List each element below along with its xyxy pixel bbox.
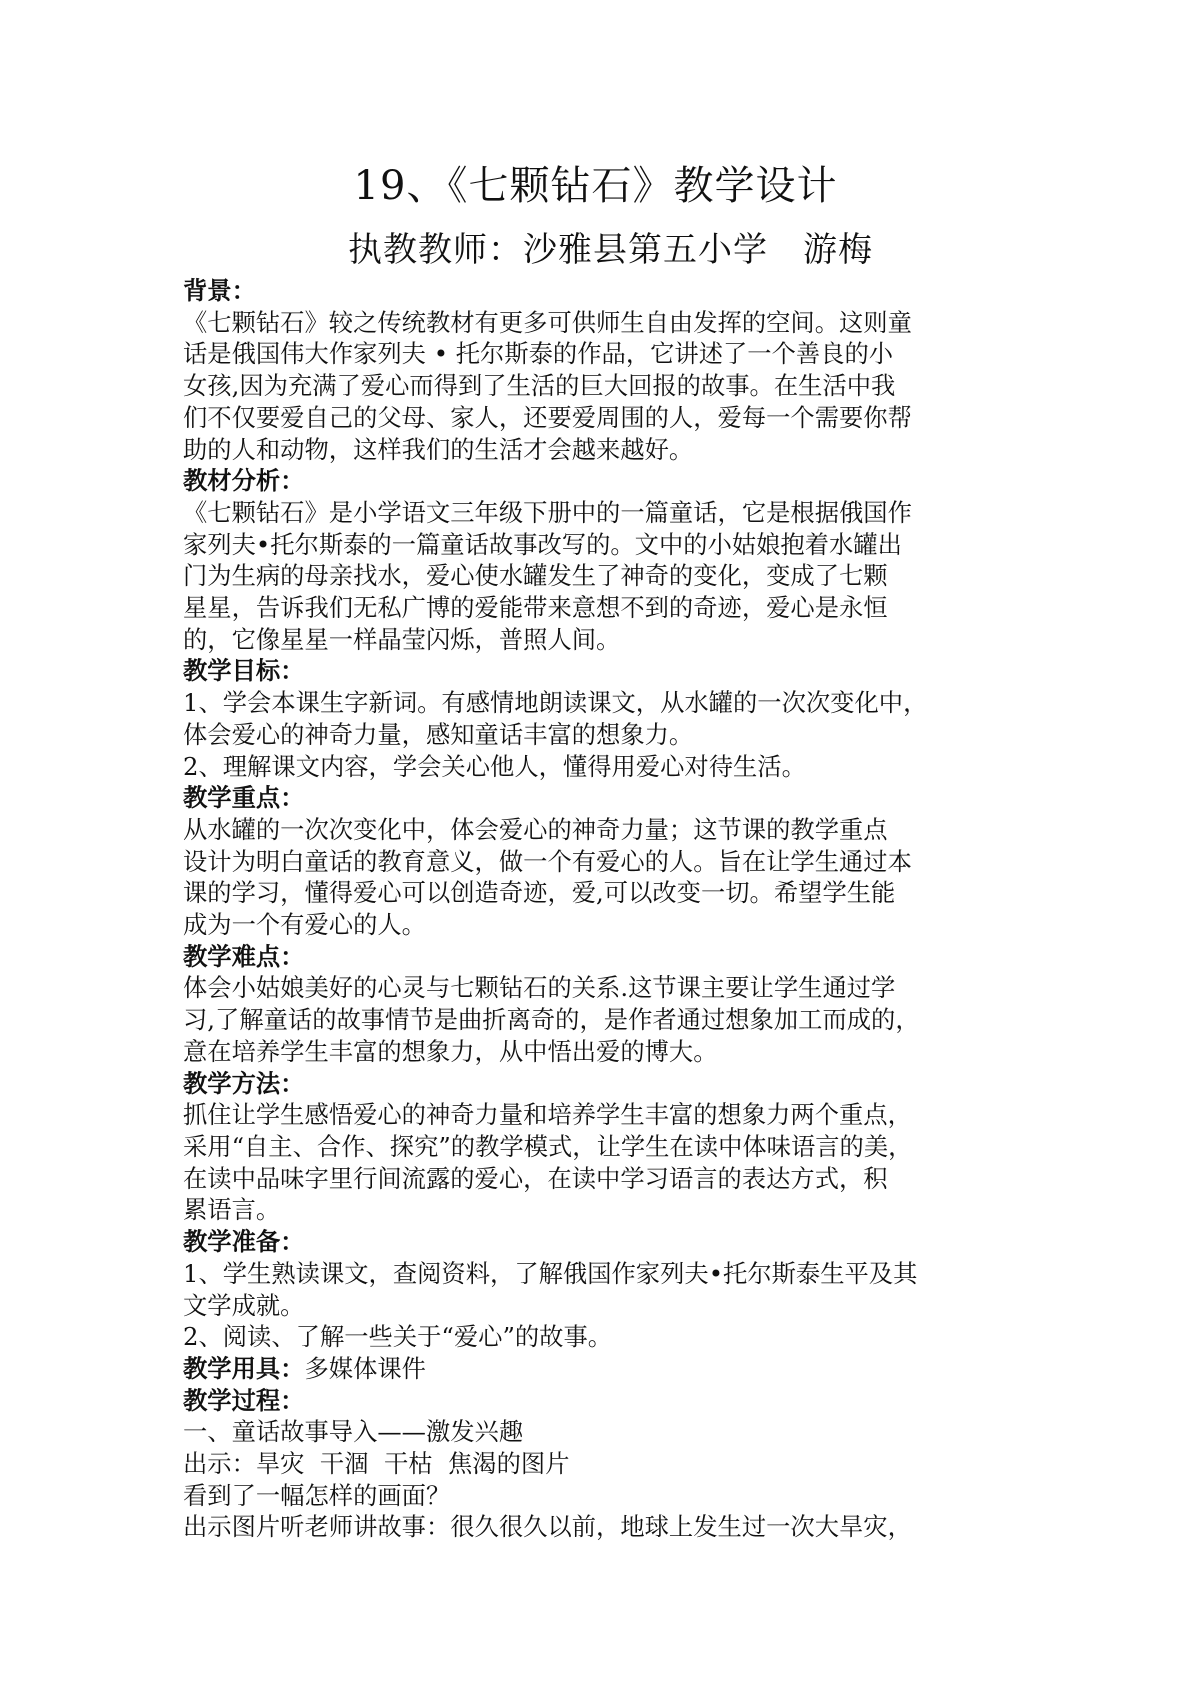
paragraph-line: 们不仅要爱自己的父母、家人，还要爱周围的人，爱每一个需要你帮 (183, 402, 912, 432)
paragraph-line: 课的学习，懂得爱心可以创造奇迹，爱,可以改变一切。希望学生能 (183, 878, 896, 908)
paragraph-line: 抓住让学生感悟爱心的神奇力量和培养学生丰富的想象力两个重点， (183, 1100, 912, 1130)
section-heading-methods: 教学方法： (183, 1068, 305, 1098)
paragraph-line: 1、学会本课生字新词。有感情地朗读课文，从水罐的一次次变化中， (183, 688, 928, 718)
paragraph-line: 家列夫•托尔斯泰的一篇童话故事改写的。文中的小姑娘抱着水罐出 (183, 529, 902, 559)
paragraph-line: 成为一个有爱心的人。 (183, 910, 426, 940)
section-heading-tools: 教学用具： (183, 1353, 305, 1383)
section-heading-background: 背景： (183, 276, 256, 305)
paragraph-line: 出示：旱灾 干涸 干枯 焦渴的图片 (183, 1449, 570, 1479)
paragraph-line: 一、童话故事导入——激发兴趣 (183, 1417, 524, 1447)
paragraph-line: 从水罐的一次次变化中，体会爱心的神奇力量；这节课的教学重点 (183, 814, 888, 844)
paragraph-line: 出示图片听老师讲故事：很久很久以前，地球上发生过一次大旱灾， (183, 1512, 912, 1542)
paragraph-line: 2、理解课文内容，学会关心他人，懂得用爱心对待生活。 (183, 751, 806, 781)
paragraph-line: 采用“自主、合作、探究”的教学模式，让学生在读中体味语言的美， (183, 1131, 913, 1161)
paragraph-line: 看到了一幅怎样的画面？ (183, 1480, 451, 1510)
paragraph-line: 女孩,因为充满了爱心而得到了生活的巨大回报的故事。在生活中我 (183, 371, 896, 401)
paragraph-line: 体会小姑娘美好的心灵与七颗钻石的关系.这节课主要让学生通过学 (183, 973, 896, 1003)
paragraph-line: 星星，告诉我们无私广博的爱能带来意想不到的奇迹，爱心是永恒 (183, 593, 888, 623)
paragraph-line: 意在培养学生丰富的想象力，从中悟出爱的博大。 (183, 1036, 718, 1066)
section-heading-preparation: 教学准备： (183, 1227, 305, 1257)
paragraph-line: 2、阅读、了解一些关于“爱心”的故事。 (183, 1322, 613, 1352)
paragraph-line: 累语言。 (183, 1195, 281, 1225)
document-subtitle: 执教教师：沙雅县第五小学 游梅 (348, 230, 873, 270)
tools-line (183, 1353, 1023, 1385)
document-title: 19、《七颗钻石》教学设计 (353, 163, 838, 209)
section-heading-goals: 教学目标： (183, 656, 305, 686)
section-heading-difficulties: 教学难点： (183, 941, 305, 971)
paragraph-line: 体会爱心的神奇力量，感知童话丰富的想象力。 (183, 719, 694, 749)
paragraph-line: 《七颗钻石》是小学语文三年级下册中的一篇童话，它是根据俄国作 (183, 497, 912, 527)
paragraph-line: 助的人和动物，这样我们的生活才会越来越好。 (183, 434, 694, 464)
paragraph-line: 在读中品味字里行间流露的爱心，在读中学习语言的表达方式，积 (183, 1163, 888, 1193)
paragraph-line: 门为生病的母亲找水，爱心使水罐发生了神奇的变化，变成了七颗 (183, 561, 888, 591)
section-heading-key-points: 教学重点： (183, 783, 305, 813)
paragraph-line: 文学成就。 (183, 1290, 305, 1320)
paragraph-line: 《七颗钻石》较之传统教材有更多可供师生自由发挥的空间。这则童 (183, 307, 912, 337)
paragraph-line: 1、学生熟读课文，查阅资料，了解俄国作家列夫•托尔斯泰生平及其 (183, 1258, 918, 1288)
document-body (183, 275, 1023, 1543)
section-heading-process: 教学过程： (183, 1385, 305, 1415)
section-heading-analysis: 教材分析： (183, 466, 305, 496)
tools-text: 多媒体课件 (304, 1353, 426, 1383)
paragraph-line: 设计为明白童话的教育意义，做一个有爱心的人。旨在让学生通过本 (183, 846, 912, 876)
paragraph-line: 的，它像星星一样晶莹闪烁，普照人间。 (183, 624, 621, 654)
paragraph-line: 习,了解童话的故事情节是曲折离奇的，是作者通过想象加工而成的， (183, 1005, 920, 1035)
paragraph-line: 话是俄国伟大作家列夫 • 托尔斯泰的作品，它讲述了一个善良的小 (183, 339, 894, 369)
